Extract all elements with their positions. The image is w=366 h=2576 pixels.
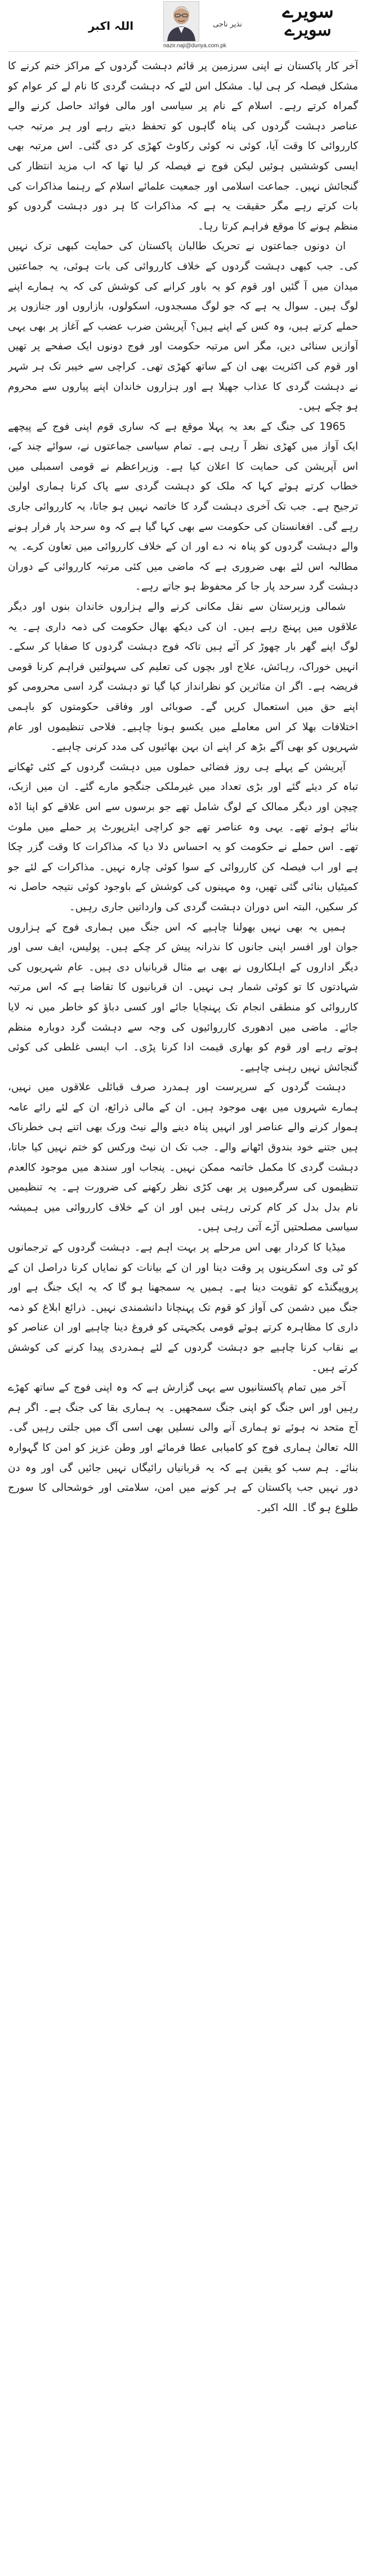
header-divider — [8, 51, 358, 52]
author-portrait — [163, 1, 199, 42]
paragraph: ان دونوں جماعتوں نے تحریک طالبان پاکستان کی حمایت کبھی ترک نہیں کی۔ جب کبھی دہشت گردوں کے خلاف کارروائی کی بات ہوئی، یہ جماعتیں میدان میں آ گئیں اور قوم کو یہ باور کرانے کی کوشش کی کہ یہ ہمارے اپنے لوگ ہیں۔ سوال یہ ہے کہ جو لوگ مسجدوں، اسکولوں، بازاروں اور جنازوں پر حملے کرتے ہیں، وہ کس کے اپنے ہیں؟ آپریشن ضرب عضب کے آغاز پر بھی یہی آوازیں سنائی دیں، مگر اس مرتبہ حکومت اور فوج دونوں ایک صفحے پر تھیں اور قوم کی اکثریت بھی ان کے ساتھ کھڑی تھی۔ کراچی سے خیبر تک ہر شہر نے دہشت گردی کا عذاب جھیلا ہے اور ہزاروں خاندان اپنے پیاروں سے محروم ہو چکے ہیں۔ — [8, 240, 358, 413]
paragraph: شمالی وزیرستان سے نقل مکانی کرنے والے ہزاروں خاندان بنوں اور دیگر علاقوں میں پہنچ رہے ہیں۔ ان کی دیکھ بھال حکومت کی ذمہ داری ہے۔ یہ لوگ اپنے گھر بار چھوڑ کر آئے ہیں تاکہ فوج دہشت گردوں کا صفایا کر سکے۔ انہیں خوراک، رہائش، علاج اور بچوں کی تعلیم کی سہولتیں فراہم کرنا قومی فریضہ ہے۔ اگر ان متاثرین کو نظرانداز کیا گیا تو دہشت گرد اسی محرومی کو اپنے حق میں استعمال کریں گے۔ صوبائی اور وفاقی حکومتوں کو باہمی اختلافات بھلا کر اس معاملے میں یکسو ہونا چاہیے۔ فلاحی تنظیموں اور عام شہریوں کو بھی آگے بڑھ کر اپنے ان بہن بھائیوں کی مدد کرنی چاہیے۔ — [8, 601, 358, 753]
paragraph: آپریشن کے پہلے ہی روز فضائی حملوں میں دہشت گردوں کے کئی ٹھکانے تباہ کر دیئے گئے اور بڑی تعداد میں غیرملکی جنگجو مارے گئے۔ ان میں ازبک، چیچن اور دیگر ممالک کے لوگ شامل تھے جو برسوں سے اس علاقے کو اپنا اڈہ بنائے ہوئے تھے۔ یہی وہ عناصر تھے جو کراچی ایئرپورٹ پر حملے میں ملوث تھے۔ اس حملے نے حکومت کو یہ احساس دلا دیا کہ مذاکرات کا وقت گزر چکا ہے اور اب فیصلہ کن کارروائی کے سوا کوئی چارہ نہیں۔ مذاکرات کے لئے جو کمیٹیاں بنائی گئی تھیں، وہ مہینوں کی کوشش کے باوجود کوئی نتیجہ حاصل نہ کر سکیں، البتہ اس دوران دہشت گردی کی وارداتیں جاری رہیں۔ — [8, 761, 358, 913]
paragraph: دہشت گردوں کے سرپرست اور ہمدرد صرف قبائلی علاقوں میں نہیں، ہمارے شہروں میں بھی موجود ہیں۔ ان کے مالی ذرائع، ان کے لئے رائے عامہ ہموار کرنے والے عناصر اور انہیں پناہ دینے والے نیٹ ورک بھی اتنے ہی خطرناک ہیں جتنے خود بندوق اٹھانے والے۔ جب تک ان نیٹ ورکس کو ختم نہیں کیا جاتا، دہشت گردی کا مکمل خاتمہ ممکن نہیں۔ پنجاب اور سندھ میں موجود کالعدم تنظیموں کی سرگرمیوں پر بھی کڑی نظر رکھنے کی ضرورت ہے۔ یہ تنظیمیں نام بدل بدل کر کام کرتی رہتی ہیں اور ان کے خلاف کارروائی میں ہمیشہ سیاسی مصلحتیں آڑے آتی رہی ہیں۔ — [8, 1081, 358, 1234]
author-portrait-image — [164, 2, 199, 41]
column-title-line2: سویرے — [284, 20, 332, 40]
author-block — [163, 1, 253, 51]
column-title — [260, 2, 356, 46]
column-title-line1: سویرے — [282, 0, 334, 22]
paragraph: آخر کار پاکستان نے اپنی سرزمین پر قائم دہشت گردوں کے مراکز ختم کرنے کا مشکل فیصلہ کر ہی لیا۔ مشکل اس لئے کہ دہشت گردی کا نام لے کر عوام کو گمراہ کرتے رہے۔ اسلام کے نام پر سیاسی اور مالی فوائد حاصل کرنے والے عناصر دہشت گردوں کی پناہ گاہوں کو تحفظ دیتے رہے اور ہر مرتبہ جب کارروائی کا وقت آیا، کوئی نہ کوئی رکاوٹ کھڑی کر دی گئی۔ اس مرتبہ بھی ایسی کوششیں ہوئیں لیکن فوج نے فیصلہ کر لیا تھا کہ اب مزید انتظار کی گنجائش نہیں۔ جماعت اسلامی اور جمعیت علمائے اسلام کے رہنما مذاکرات کی بات کرتے رہے مگر حقیقت یہ ہے کہ مذاکرات کا ہر دور دہشت گردوں کو منظم ہونے کا موقع فراہم کرتا رہا۔ — [8, 60, 358, 232]
paragraph: 1965 کی جنگ کے بعد یہ پہلا موقع ہے کہ ساری قوم اپنی فوج کے پیچھے ایک آواز میں کھڑی نظر آ رہی ہے۔ تمام سیاسی جماعتوں نے، سوائے چند کے، اس آپریشن کی حمایت کا اعلان کیا ہے۔ وزیراعظم نے قومی اسمبلی میں خطاب کرتے ہوئے کہا کہ ملک کو دہشت گردی سے پاک کرنا ہماری اولین ترجیح ہے۔ جب تک آخری دہشت گرد کا خاتمہ نہیں ہو جاتا، یہ کارروائی جاری رہے گی۔ افغانستان کی حکومت سے بھی کہا گیا ہے کہ وہ سرحد پار فرار ہونے والے دہشت گردوں کو پناہ نہ دے اور ان کے خلاف کارروائی میں تعاون کرے۔ یہ مطالبہ اس لئے بھی ضروری ہے کہ ماضی میں کئی مرتبہ کارروائی کے دوران دہشت گرد سرحد پار جا کر محفوظ ہو جاتے رہے۔ — [8, 420, 358, 593]
paragraph: میڈیا کا کردار بھی اس مرحلے پر بہت اہم ہے۔ دہشت گردوں کے ترجمانوں کو ٹی وی اسکرینوں پر وقت دینا اور ان کے بیانات کو نمایاں کرنا دراصل ان کے پروپیگنڈے کو تقویت دینا ہے۔ ہمیں یہ سمجھنا ہو گا کہ یہ ایک جنگ ہے اور جنگ میں دشمن کی آواز کو قوم تک پہنچانا دانشمندی نہیں۔ ذرائع ابلاغ کو ذمہ داری کا مظاہرہ کرتے ہوئے قومی یکجہتی کو فروغ دینا چاہیے اور ان عناصر کو بے نقاب کرنا چاہیے جو دہشت گردوں کے لئے ہمدردی پیدا کرنے کی کوشش کرتے ہیں۔ — [8, 1242, 358, 1374]
paragraph: آخر میں تمام پاکستانیوں سے یہی گزارش ہے کہ وہ اپنی فوج کے ساتھ کھڑے رہیں اور اس جنگ کو اپنی جنگ سمجھیں۔ یہ ہماری بقا کی جنگ ہے۔ اگر ہم آج متحد نہ ہوئے تو ہماری آنے والی نسلیں بھی اسی آگ میں جلتی رہیں گی۔ اللہ تعالیٰ ہماری فوج کو کامیابی عطا فرمائے اور وطن عزیز کو امن کا گہوارہ بنائے۔ ہم سب کو یقین ہے کہ یہ قربانیاں رائیگاں نہیں جائیں گی اور وہ دن دور نہیں جب پاکستان کے ہر کونے میں امن، سلامتی اور خوشحالی کا سورج طلوع ہو گا۔ اللہ اکبر۔ — [8, 1382, 358, 1514]
headline: اللہ اکبر — [88, 19, 134, 33]
paragraph: ہمیں یہ بھی نہیں بھولنا چاہیے کہ اس جنگ میں ہماری فوج کے ہزاروں جوان اور افسر اپنی جانوں کا نذرانہ پیش کر چکے ہیں۔ پولیس، ایف سی اور دیگر اداروں کے اہلکاروں نے بھی بے مثال قربانیاں دی ہیں۔ عام شہریوں کی شہادتوں کا تو کوئی شمار ہی نہیں۔ ان قربانیوں کا تقاضا ہے کہ اس مرتبہ کارروائی کو منطقی انجام تک پہنچایا جائے اور کسی دباؤ کو خاطر میں نہ لایا جائے۔ ماضی میں ادھوری کارروائیوں کی وجہ سے دہشت گرد دوبارہ منظم ہوتے رہے اور قوم کو بھاری قیمت ادا کرنا پڑی۔ اب ایسی غلطی کی کوئی گنجائش نہیں رہنی چاہیے۔ — [8, 921, 358, 1073]
author-email: nazir.naji@dunya.com.pk — [163, 43, 226, 49]
column-header — [0, 0, 366, 52]
article-body — [8, 56, 358, 2565]
author-name: نذیر ناجی — [213, 20, 242, 29]
